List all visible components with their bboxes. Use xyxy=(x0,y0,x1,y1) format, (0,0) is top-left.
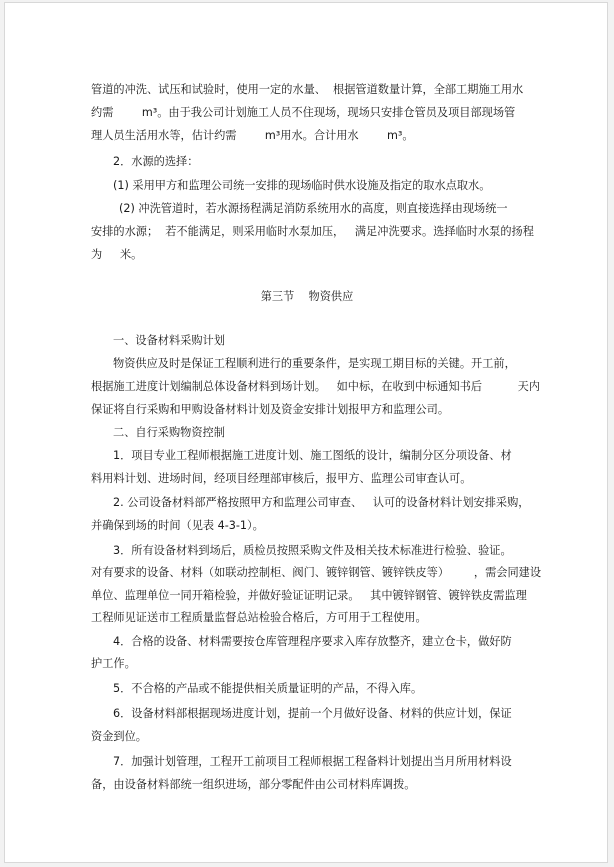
text-line: 6．设备材料部根据现场进度计划，提前一个月做好设备、材料的供应计划，保证 xyxy=(113,707,512,720)
text-line: 7．加强计划管理，工程开工前项目工程师根据工程备料计划提出当月所用材料设 xyxy=(113,755,512,768)
subheading: 二、自行采购物资控制 xyxy=(113,426,225,439)
text-line: (1) 采用甲方和监理公司统一安排的现场临时供水设施及指定的取水点取水。 xyxy=(113,179,491,192)
text-line: 约需 m³。由于我公司计划施工人员不住现场，现场只安排仓管员及项目部现场管 xyxy=(91,106,516,119)
text-line: 2. 公司设备材料部严格按照甲方和监理公司审查、 认可的设备材料计划安排采购， xyxy=(113,496,530,509)
text-line: 物资供应及时是保证工程顺利进行的重要条件，是实现工期目标的关键。开工前， xyxy=(113,357,516,370)
section-title: 第三节 物资供应 xyxy=(260,290,354,303)
text-line: 对有要求的设备、材料（如联动控制柜、阀门、镀锌钢管、镀锌铁皮等） ，需会同建设 xyxy=(91,566,542,579)
text-line: 料用料计划、进场时间，经项目经理部审核后，报甲方、监理公司审查认可。 xyxy=(91,472,472,485)
text-line: 保证将自行采购和甲购设备材料计划及资金安排计划报甲方和监理公司。 xyxy=(91,403,450,416)
text-line: 理人员生活用水等，估计约需 m³用水。合计用水 m³。 xyxy=(91,129,414,142)
text-line: 单位、监理单位一同开箱检验，并做好验证证明记录。 其中镀锌钢管、镀锌铁皮需监理 xyxy=(91,589,527,602)
text-line: 根据施工进度计划编制总体设备材料到场计划。 如中标，在收到中标通知书后 天内 xyxy=(91,380,540,393)
text-line: 2．水源的选择： xyxy=(113,155,199,168)
text-line: 资金到位。 xyxy=(91,730,147,743)
text-line: 5．不合格的产品或不能提供相关质量证明的产品，不得入库。 xyxy=(113,682,423,695)
document-page xyxy=(4,2,608,863)
text-line: 并确保到场的时间（见表 4-3-1）。 xyxy=(91,519,264,532)
text-line: (2) 冲洗管道时，若水源扬程满足消防系统用水的高度，则直接选择由现场统一 xyxy=(119,202,508,215)
text-line: 为 米。 xyxy=(91,248,143,261)
text-line: 管道的冲洗、试压和试验时，使用一定的水量、 根据管道数量计算，全部工期施工用水 xyxy=(91,83,524,96)
text-line: 工程师见证送市工程质量监督总站检验合格后，方可用于工程使用。 xyxy=(91,611,427,624)
text-line: 1．项目专业工程师根据施工进度计划、施工图纸的设计，编制分区分项设备、材 xyxy=(113,449,512,462)
text-line: 4．合格的设备、材料需要按仓库管理程序要求入库存放整齐，建立仓卡，做好防 xyxy=(113,635,512,648)
text-line: 安排的水源； 若不能满足，则采用临时水泵加压， 满足冲洗要求。选择临时水泵的扬程 xyxy=(91,225,534,238)
text-line: 3．所有设备材料到场后，质检员按照采购文件及相关技术标准进行检验、验证。 xyxy=(113,544,512,557)
text-line: 护工作。 xyxy=(91,657,136,670)
text-line: 备，由设备材料部统一组织进场，部分零配件由公司材料库调拨。 xyxy=(91,778,416,791)
subheading: 一、设备材料采购计划 xyxy=(113,334,225,347)
